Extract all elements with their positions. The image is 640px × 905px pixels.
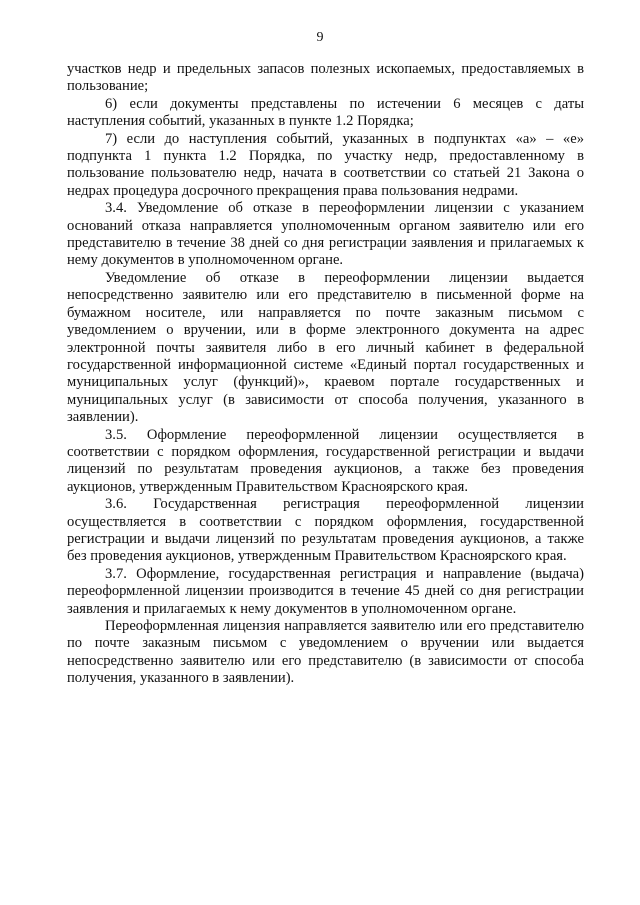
paragraph-continuation: участков недр и предельных запасов полезных ископаемых, предоставляемых в пользование;: [67, 61, 584, 95]
paragraph-refusal-notice-delivery: Уведомление об отказе в переоформлении лицензии выдается непосредственно заявителю или его представителю в письменной форме на бумажном носителе, или направляется по почте заказным письмом с уведомлением о вручении, или в форме электронного документа на адрес электронной почты заявителя либо в его личный кабинет в федеральной государственной информационной системе «Единый портал государственных и муниципальных услуг (функций)», краевом портале государственных и муниципальных услуг (в зависимости от способа получения, указанного в заявлении).: [67, 269, 584, 426]
paragraph-3-7: 3.7. Оформление, государственная регистрация и направление (выдача) переоформленной лицензии производится в течение 45 дней со дня регистрации заявления и прилагаемых к нему документов в уполномоченном органе.: [67, 565, 584, 617]
paragraph-3-5: 3.5. Оформление переоформленной лицензии осуществляется в соответствии с порядком оформления, государственной регистрации и выдачи лицензий по результатам проведения аукционов, а также без проведения аукционов, утвержденным Правительством Красноярского края.: [67, 426, 584, 495]
document-body: [67, 61, 584, 688]
paragraph-3-6: 3.6. Государственная регистрация переоформленной лицензии осуществляется в соответствии с порядком оформления, государственной регистрации и выдачи лицензий по результатам проведения аукционов, а также без проведения аукционов, утвержденным Правительством Красноярского края.: [67, 496, 584, 565]
paragraph-license-delivery: Переоформленная лицензия направляется заявителю или его представителю по почте заказным письмом с уведомлением о вручении или выдается непосредственно заявителю или его представителю (в зависимости от способа получения, указанного в заявлении).: [67, 618, 584, 687]
page-number: 9: [316, 30, 324, 45]
paragraph-item-6: 6) если документы представлены по истечении 6 месяцев с даты наступления событий, указанных в пункте 1.2 Порядка;: [67, 95, 584, 130]
paragraph-item-7: 7) если до наступления событий, указанных в подпунктах «а» – «е» подпункта 1 пункта 1.2 Порядка, по участку недр, предоставленному в пользование пользователю недр, начата в соответствии со статьей 21 Закона о недрах процедура досрочного прекращения права пользования недрами.: [67, 130, 584, 199]
paragraph-3-4: 3.4. Уведомление об отказе в переоформлении лицензии с указанием оснований отказа направляется уполномоченным органом заявителю или его представителю в течение 38 дней со дня регистрации заявления и прилагаемых к нему документов в уполномоченном органе.: [67, 200, 584, 269]
